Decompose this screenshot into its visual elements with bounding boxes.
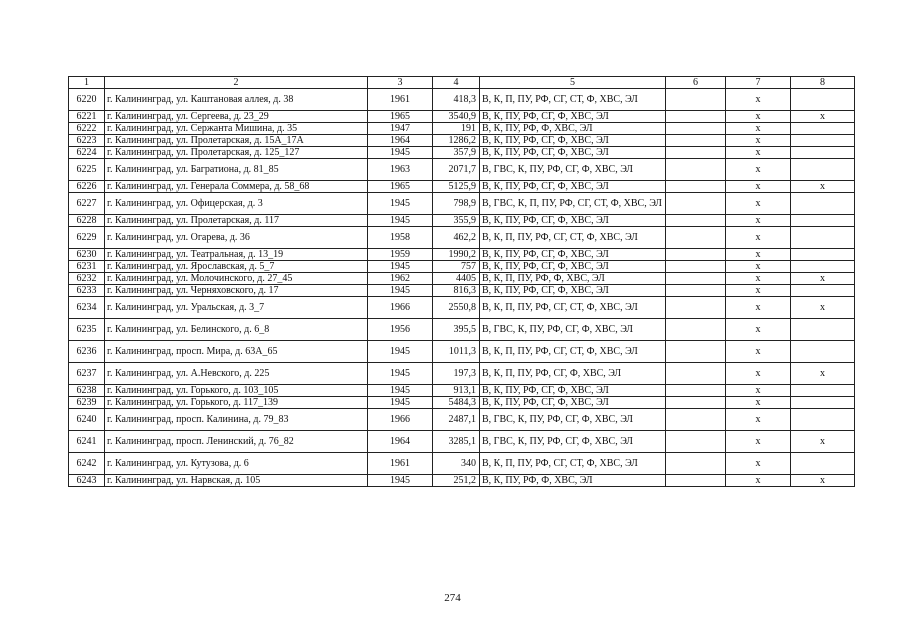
row-number: 6227	[69, 193, 105, 215]
year-cell: 1963	[368, 159, 433, 181]
year-cell: 1956	[368, 319, 433, 341]
row-number: 6240	[69, 409, 105, 431]
column-6-cell	[666, 273, 726, 285]
column-7-mark: х	[726, 385, 791, 397]
area-cell: 757	[433, 261, 480, 273]
column-8-mark: х	[791, 111, 855, 123]
column-header-7: 7	[726, 77, 791, 89]
area-cell: 355,9	[433, 215, 480, 227]
column-7-mark: х	[726, 249, 791, 261]
year-cell: 1945	[368, 215, 433, 227]
address-cell: г. Калининград, просп. Калинина, д. 79_83	[105, 409, 368, 431]
column-8-mark	[791, 409, 855, 431]
column-7-mark: х	[726, 319, 791, 341]
year-cell: 1945	[368, 147, 433, 159]
column-8-mark	[791, 453, 855, 475]
column-7-mark: х	[726, 123, 791, 135]
year-cell: 1945	[368, 261, 433, 273]
systems-cell: В, К, П, ПУ, РФ, СГ, СТ, Ф, ХВС, ЭЛ	[480, 227, 666, 249]
column-6-cell	[666, 111, 726, 123]
area-cell: 2550,8	[433, 297, 480, 319]
area-cell: 2071,7	[433, 159, 480, 181]
systems-cell: В, К, ПУ, РФ, Ф, ХВС, ЭЛ	[480, 123, 666, 135]
column-8-mark: х	[791, 431, 855, 453]
table-row	[69, 123, 855, 135]
column-6-cell	[666, 385, 726, 397]
area-cell: 197,3	[433, 363, 480, 385]
address-cell: г. Калининград, ул. А.Невского, д. 225	[105, 363, 368, 385]
table-row	[69, 409, 855, 431]
systems-cell: В, К, П, ПУ, РФ, СГ, СТ, Ф, ХВС, ЭЛ	[480, 341, 666, 363]
table-row	[69, 475, 855, 487]
column-6-cell	[666, 431, 726, 453]
column-8-mark	[791, 215, 855, 227]
row-number: 6225	[69, 159, 105, 181]
year-cell: 1961	[368, 453, 433, 475]
year-cell: 1958	[368, 227, 433, 249]
area-cell: 5484,3	[433, 397, 480, 409]
address-cell: г. Калининград, просп. Ленинский, д. 76_82	[105, 431, 368, 453]
year-cell: 1945	[368, 341, 433, 363]
column-8-mark	[791, 261, 855, 273]
page-number: 274	[444, 592, 461, 604]
row-number: 6235	[69, 319, 105, 341]
column-8-mark	[791, 135, 855, 147]
year-cell: 1962	[368, 273, 433, 285]
column-8-mark	[791, 147, 855, 159]
row-number: 6238	[69, 385, 105, 397]
column-6-cell	[666, 123, 726, 135]
systems-cell: В, К, ПУ, РФ, СГ, Ф, ХВС, ЭЛ	[480, 261, 666, 273]
systems-cell: В, К, ПУ, РФ, СГ, Ф, ХВС, ЭЛ	[480, 111, 666, 123]
column-6-cell	[666, 135, 726, 147]
area-cell: 3285,1	[433, 431, 480, 453]
address-cell: г. Калининград, ул. Пролетарская, д. 125_127	[105, 147, 368, 159]
column-7-mark: х	[726, 285, 791, 297]
area-cell: 251,2	[433, 475, 480, 487]
column-8-mark	[791, 193, 855, 215]
systems-cell: В, К, ПУ, РФ, СГ, Ф, ХВС, ЭЛ	[480, 147, 666, 159]
column-8-mark: х	[791, 273, 855, 285]
year-cell: 1965	[368, 111, 433, 123]
systems-cell: В, ГВС, К, ПУ, РФ, СГ, Ф, ХВС, ЭЛ	[480, 319, 666, 341]
column-7-mark: х	[726, 193, 791, 215]
address-cell: г. Калининград, ул. Горького, д. 117_139	[105, 397, 368, 409]
area-cell: 191	[433, 123, 480, 135]
systems-cell: В, К, ПУ, РФ, СГ, Ф, ХВС, ЭЛ	[480, 215, 666, 227]
systems-cell: В, К, ПУ, РФ, Ф, ХВС, ЭЛ	[480, 475, 666, 487]
area-cell: 913,1	[433, 385, 480, 397]
systems-cell: В, К, ПУ, РФ, СГ, Ф, ХВС, ЭЛ	[480, 249, 666, 261]
row-number: 6230	[69, 249, 105, 261]
column-header-2: 2	[105, 77, 368, 89]
row-number: 6231	[69, 261, 105, 273]
row-number: 6220	[69, 89, 105, 111]
systems-cell: В, ГВС, К, ПУ, РФ, СГ, Ф, ХВС, ЭЛ	[480, 431, 666, 453]
table-row	[69, 297, 855, 319]
column-header-8: 8	[791, 77, 855, 89]
address-cell: г. Калининград, ул. Нарвская, д. 105	[105, 475, 368, 487]
column-6-cell	[666, 285, 726, 297]
table-row	[69, 181, 855, 193]
year-cell: 1961	[368, 89, 433, 111]
column-7-mark: х	[726, 159, 791, 181]
column-6-cell	[666, 341, 726, 363]
address-cell: г. Калининград, просп. Мира, д. 63А_65	[105, 341, 368, 363]
column-6-cell	[666, 363, 726, 385]
column-6-cell	[666, 453, 726, 475]
column-6-cell	[666, 409, 726, 431]
row-number: 6226	[69, 181, 105, 193]
column-7-mark: х	[726, 273, 791, 285]
column-header-5: 5	[480, 77, 666, 89]
column-8-mark	[791, 159, 855, 181]
column-6-cell	[666, 261, 726, 273]
column-7-mark: х	[726, 409, 791, 431]
address-cell: г. Калининград, ул. Ярославская, д. 5_7	[105, 261, 368, 273]
housing-register-table	[68, 76, 855, 487]
year-cell: 1959	[368, 249, 433, 261]
column-7-mark: х	[726, 397, 791, 409]
address-cell: г. Калининград, ул. Генерала Соммера, д. 58_68	[105, 181, 368, 193]
column-header-4: 4	[433, 77, 480, 89]
address-cell: г. Калининград, ул. Пролетарская, д. 15А_17А	[105, 135, 368, 147]
table-row	[69, 193, 855, 215]
table-row	[69, 111, 855, 123]
column-8-mark	[791, 285, 855, 297]
area-cell: 357,9	[433, 147, 480, 159]
row-number: 6224	[69, 147, 105, 159]
systems-cell: В, К, ПУ, РФ, СГ, Ф, ХВС, ЭЛ	[480, 285, 666, 297]
address-cell: г. Калининград, ул. Молочинского, д. 27_45	[105, 273, 368, 285]
row-number: 6242	[69, 453, 105, 475]
column-7-mark: х	[726, 261, 791, 273]
address-cell: г. Калининград, ул. Сергеева, д. 23_29	[105, 111, 368, 123]
year-cell: 1947	[368, 123, 433, 135]
column-8-mark	[791, 319, 855, 341]
year-cell: 1964	[368, 135, 433, 147]
area-cell: 1011,3	[433, 341, 480, 363]
table-row	[69, 319, 855, 341]
column-6-cell	[666, 215, 726, 227]
row-number: 6234	[69, 297, 105, 319]
column-8-mark: х	[791, 475, 855, 487]
area-cell: 1990,2	[433, 249, 480, 261]
row-number: 6236	[69, 341, 105, 363]
row-number: 6232	[69, 273, 105, 285]
area-cell: 3540,9	[433, 111, 480, 123]
address-cell: г. Калининград, ул. Пролетарская, д. 117	[105, 215, 368, 227]
column-7-mark: х	[726, 475, 791, 487]
address-cell: г. Калининград, ул. Офицерская, д. 3	[105, 193, 368, 215]
year-cell: 1965	[368, 181, 433, 193]
row-number: 6239	[69, 397, 105, 409]
column-8-mark	[791, 385, 855, 397]
area-cell: 2487,1	[433, 409, 480, 431]
column-8-mark	[791, 249, 855, 261]
year-cell: 1945	[368, 385, 433, 397]
column-6-cell	[666, 181, 726, 193]
row-number: 6233	[69, 285, 105, 297]
table-row	[69, 363, 855, 385]
table-row	[69, 431, 855, 453]
row-number: 6241	[69, 431, 105, 453]
column-7-mark: х	[726, 147, 791, 159]
systems-cell: В, К, П, ПУ, РФ, Ф, ХВС, ЭЛ	[480, 273, 666, 285]
year-cell: 1945	[368, 363, 433, 385]
table-row	[69, 135, 855, 147]
year-cell: 1964	[368, 431, 433, 453]
systems-cell: В, К, П, ПУ, РФ, СГ, СТ, Ф, ХВС, ЭЛ	[480, 89, 666, 111]
column-7-mark: х	[726, 453, 791, 475]
column-7-mark: х	[726, 431, 791, 453]
column-7-mark: х	[726, 89, 791, 111]
address-cell: г. Калининград, ул. Горького, д. 103_105	[105, 385, 368, 397]
row-number: 6228	[69, 215, 105, 227]
column-6-cell	[666, 249, 726, 261]
column-7-mark: х	[726, 111, 791, 123]
systems-cell: В, К, ПУ, РФ, СГ, Ф, ХВС, ЭЛ	[480, 181, 666, 193]
column-7-mark: х	[726, 227, 791, 249]
row-number: 6237	[69, 363, 105, 385]
table-header-row	[69, 77, 855, 89]
column-6-cell	[666, 193, 726, 215]
column-8-mark: х	[791, 297, 855, 319]
systems-cell: В, К, ПУ, РФ, СГ, Ф, ХВС, ЭЛ	[480, 135, 666, 147]
column-7-mark: х	[726, 341, 791, 363]
table-row	[69, 215, 855, 227]
column-8-mark: х	[791, 363, 855, 385]
column-7-mark: х	[726, 297, 791, 319]
column-7-mark: х	[726, 135, 791, 147]
systems-cell: В, К, П, ПУ, РФ, СГ, СТ, Ф, ХВС, ЭЛ	[480, 297, 666, 319]
table-row	[69, 147, 855, 159]
table-row	[69, 273, 855, 285]
address-cell: г. Калининград, ул. Огарева, д. 36	[105, 227, 368, 249]
address-cell: г. Калининград, ул. Кутузова, д. 6	[105, 453, 368, 475]
table-row	[69, 159, 855, 181]
table-row	[69, 453, 855, 475]
column-8-mark	[791, 89, 855, 111]
address-cell: г. Калининград, ул. Белинского, д. 6_8	[105, 319, 368, 341]
row-number: 6223	[69, 135, 105, 147]
area-cell: 4405	[433, 273, 480, 285]
area-cell: 340	[433, 453, 480, 475]
systems-cell: В, К, ПУ, РФ, СГ, Ф, ХВС, ЭЛ	[480, 397, 666, 409]
table-row	[69, 89, 855, 111]
address-cell: г. Калининград, ул. Театральная, д. 13_19	[105, 249, 368, 261]
column-6-cell	[666, 475, 726, 487]
column-6-cell	[666, 227, 726, 249]
column-6-cell	[666, 319, 726, 341]
column-8-mark	[791, 397, 855, 409]
year-cell: 1966	[368, 297, 433, 319]
area-cell: 5125,9	[433, 181, 480, 193]
address-cell: г. Калининград, ул. Черняховского, д. 17	[105, 285, 368, 297]
address-cell: г. Калининград, ул. Багратиона, д. 81_85	[105, 159, 368, 181]
row-number: 6221	[69, 111, 105, 123]
year-cell: 1945	[368, 193, 433, 215]
column-8-mark: х	[791, 181, 855, 193]
table-row	[69, 341, 855, 363]
column-7-mark: х	[726, 363, 791, 385]
row-number: 6229	[69, 227, 105, 249]
systems-cell: В, К, П, ПУ, РФ, СГ, СТ, Ф, ХВС, ЭЛ	[480, 453, 666, 475]
address-cell: г. Калининград, ул. Уральская, д. 3_7	[105, 297, 368, 319]
year-cell: 1945	[368, 397, 433, 409]
area-cell: 1286,2	[433, 135, 480, 147]
table-row	[69, 397, 855, 409]
table-row	[69, 285, 855, 297]
column-6-cell	[666, 397, 726, 409]
column-6-cell	[666, 297, 726, 319]
column-header-6: 6	[666, 77, 726, 89]
year-cell: 1945	[368, 475, 433, 487]
column-header-3: 3	[368, 77, 433, 89]
systems-cell: В, ГВС, К, П, ПУ, РФ, СГ, СТ, Ф, ХВС, ЭЛ	[480, 193, 666, 215]
systems-cell: В, ГВС, К, ПУ, РФ, СГ, Ф, ХВС, ЭЛ	[480, 159, 666, 181]
column-8-mark	[791, 123, 855, 135]
area-cell: 816,3	[433, 285, 480, 297]
column-6-cell	[666, 159, 726, 181]
column-6-cell	[666, 89, 726, 111]
column-header-1: 1	[69, 77, 105, 89]
table-row	[69, 227, 855, 249]
column-7-mark: х	[726, 215, 791, 227]
area-cell: 798,9	[433, 193, 480, 215]
systems-cell: В, К, ПУ, РФ, СГ, Ф, ХВС, ЭЛ	[480, 385, 666, 397]
column-8-mark	[791, 341, 855, 363]
column-7-mark: х	[726, 181, 791, 193]
row-number: 6243	[69, 475, 105, 487]
systems-cell: В, ГВС, К, ПУ, РФ, СГ, Ф, ХВС, ЭЛ	[480, 409, 666, 431]
systems-cell: В, К, П, ПУ, РФ, СГ, Ф, ХВС, ЭЛ	[480, 363, 666, 385]
address-cell: г. Калининград, ул. Сержанта Мишина, д. 35	[105, 123, 368, 135]
area-cell: 462,2	[433, 227, 480, 249]
year-cell: 1966	[368, 409, 433, 431]
table-row	[69, 385, 855, 397]
area-cell: 418,3	[433, 89, 480, 111]
column-6-cell	[666, 147, 726, 159]
table-row	[69, 261, 855, 273]
table-row	[69, 249, 855, 261]
year-cell: 1945	[368, 285, 433, 297]
column-8-mark	[791, 227, 855, 249]
row-number: 6222	[69, 123, 105, 135]
address-cell: г. Калининград, ул. Каштановая аллея, д. 38	[105, 89, 368, 111]
area-cell: 395,5	[433, 319, 480, 341]
